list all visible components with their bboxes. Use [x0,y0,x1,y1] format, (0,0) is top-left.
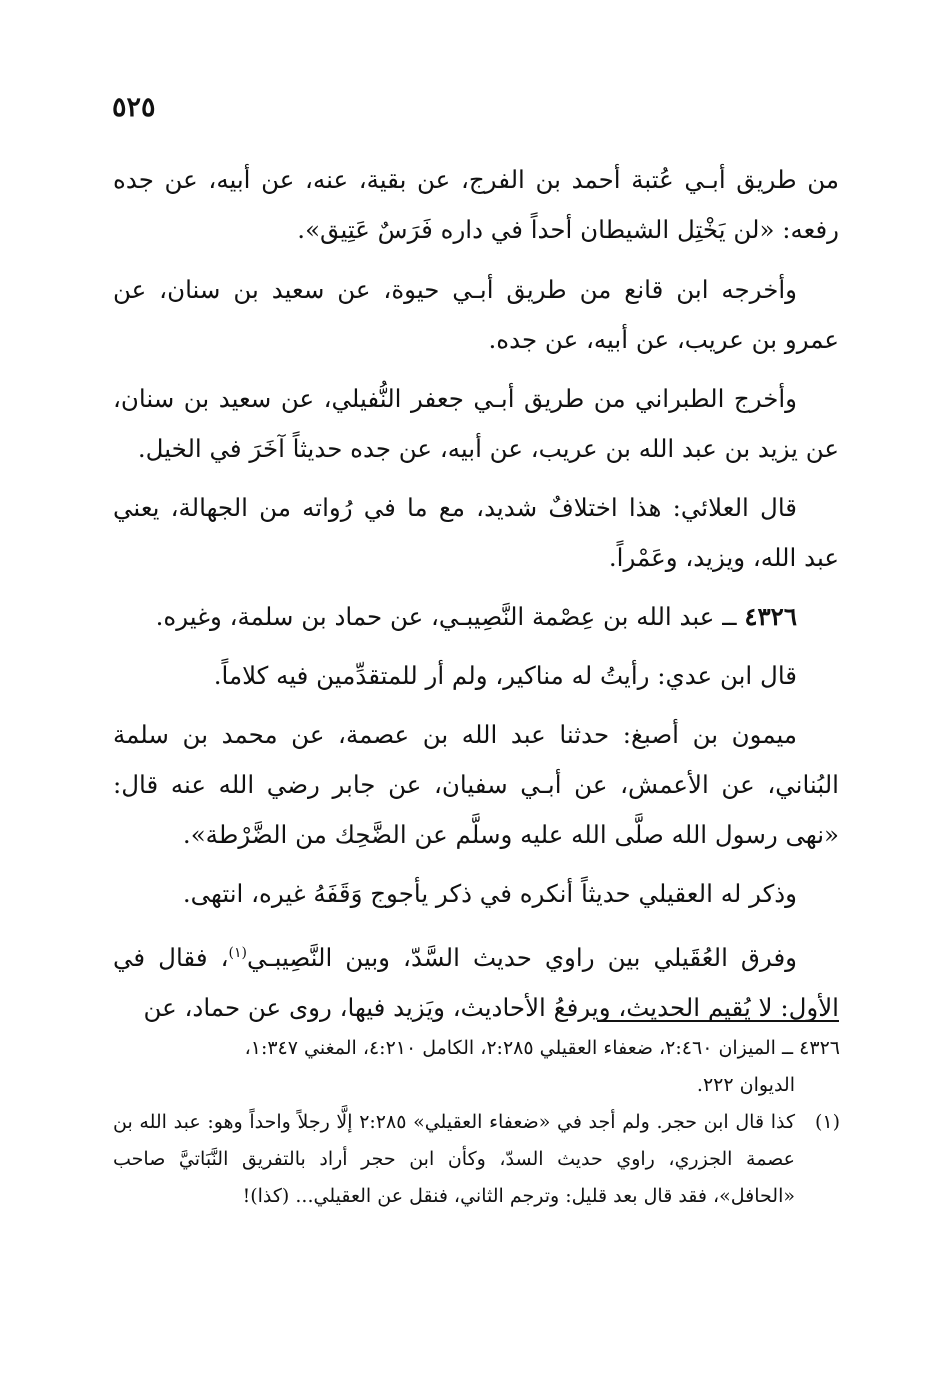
entry-dash: ــ [722,602,737,631]
footnote-1 [113,1104,840,1215]
footnote-sources: ٤٣٢٦ ــ الميزان ٢:٤٦٠، ضعفاء العقيلي ٢:٢٨٥، الكامل ٤:٢١٠، المغني ١:٣٤٧، [244,1037,840,1059]
footnote-1-text: كذا قال ابن حجر. ولم أجد في «ضعفاء العقيلي» ٢:٢٨٥ إلَّا رجلاً واحداً وهو: عبد الله بن عصمة الجزري، راوي حديث السدّ، وكأن ابن حجر أراد بالتفريق النَّبَاتيَّ صاحب «الحافل»، فقد قال بعد قليل: وترجم الثاني، فنقل عن العقيلي... (كذا)! [113,1111,795,1207]
paragraph-5: قال ابن عدي: رأيتُ له مناكير، ولم أر للمتقدِّمين فيه كلاماً. [213,661,797,690]
entry-number: ٤٣٢٦ [744,602,797,631]
entry-text: عبد الله بن عِصْمة النَّصِيبـي، عن حماد بن سلمة، وغيره. [155,602,715,631]
footnote-reference: (١) [228,945,247,961]
paragraph-3: وأخرج الطبراني من طريق أبـي جعفر النُّفيلي، عن سعيد بن سنان، عن يزيد بن عبد الله بن عريب، عن أبيه، عن جده حديثاً آخَرَ في الخيل. [113,384,839,463]
paragraph-8 [113,928,839,1033]
page-number: ٥٢٥ [112,92,156,123]
footnote-1-mark: (١) [814,1111,840,1133]
paragraph-8-after-note: ، فقال في الأول: لا يُقيم الحديث، ويرفعُ الأحاديث، ويَزيد فيها، روى عن حماد، عن [113,943,839,1023]
entry-heading [113,592,839,642]
footnotes [113,1030,840,1215]
paragraph-1: من طريق أبـي عُتبة أحمد بن الفرج، عن بقية، عنه، عن أبيه، عن جده رفعه: «لن يَخْتِل الشيطان أحداً في داره فَرَسٌ عَتِيق». [113,165,839,244]
paragraph-8-before-note: وفرق العُقَيلي بين راوي حديث السَّدّ، وبين النَّصِيبـي [246,943,797,973]
paragraph-7: وذكر له العقيلي حديثاً أنكره في ذكر يأجوج وَقَفَهُ غيره، انتهى. [182,879,797,908]
footnote-separator [597,1020,839,1022]
paragraph-2: وأخرجه ابن قانع من طريق أبـي حيوة، عن سعيد بن سنان، عن عمرو بن عريب، عن أبيه، عن جده. [113,275,839,354]
paragraph-6: ميمون بن أصبغ: حدثنا عبد الله بن عصمة، عن محمد بن سلمة البُناني، عن الأعمش، عن أبـي سفيان، عن جابر رضي الله عنه قال: «نهى رسول الله صلَّى الله عليه وسلَّم عن الضَّحِك من الضَّرْطة». [113,720,839,849]
footnote-sources-continued: الديوان ٢٢٢. [696,1074,795,1096]
main-text [113,155,839,1042]
paragraph-4: قال العلائي: هذا اختلافٌ شديد، مع ما في رُواته من الجهالة، يعني عبد الله، ويزيد، وعَمْراً. [113,493,839,572]
